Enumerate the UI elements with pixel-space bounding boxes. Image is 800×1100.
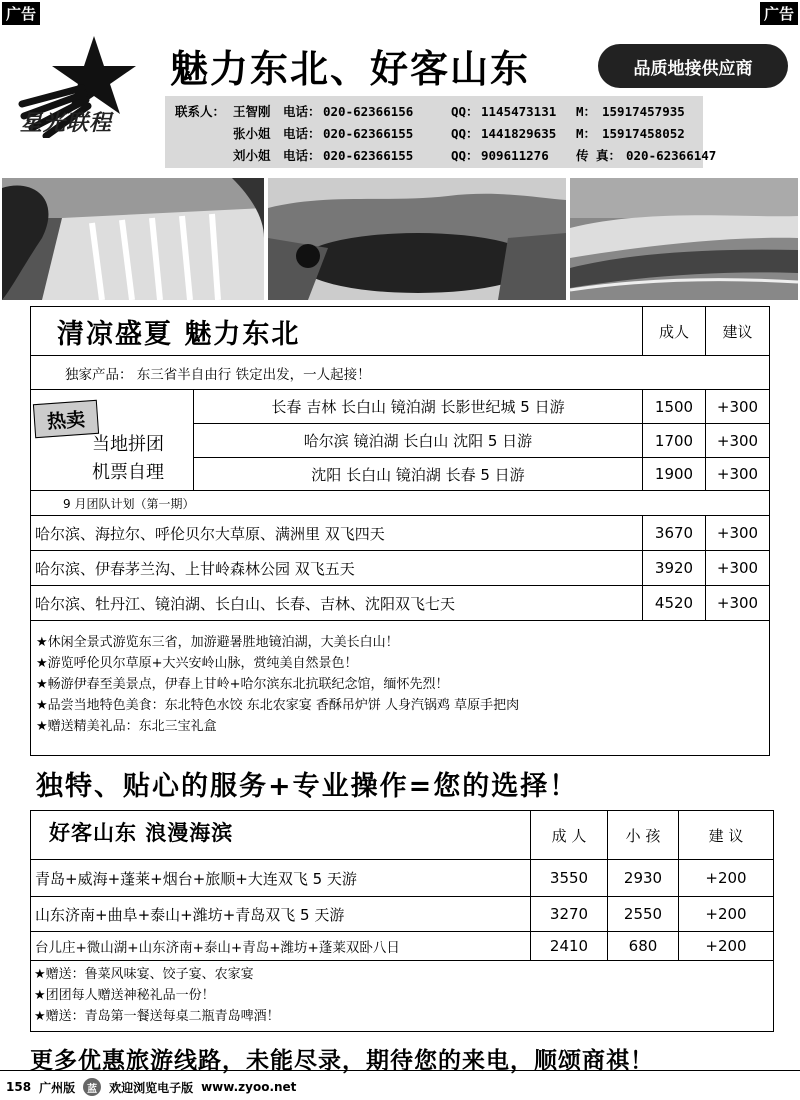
phone-label: 电话： (283, 104, 321, 119)
page-headline: 魅力东北、好客山东 (170, 47, 531, 91)
shandong-route-text: 青岛+威海+蓬莱+烟台+旅顺+大连双飞 5 天游 (35, 869, 357, 888)
shandong-title: 好客山东 浪漫海滨 (49, 821, 234, 845)
highlight-item: ★畅游伊春至美景点，伊春上甘岭+哈尔滨东北抗联纪念馆，缅怀先烈！ (36, 677, 449, 692)
website-link[interactable]: www.zyoo.net (201, 1080, 297, 1094)
price-suggest: +300 (705, 585, 770, 621)
price-suggest: +300 (705, 423, 770, 458)
price-adult: 4520 (642, 585, 706, 621)
contact-phone[interactable]: 020-62366155 (323, 126, 414, 141)
mobile-label: M： (576, 126, 597, 141)
edition-badge-icon: 蓝 (83, 1078, 101, 1096)
plan-label-row (30, 490, 770, 516)
shandong-route-row[interactable] (30, 859, 531, 897)
price-suggest: +300 (705, 389, 770, 424)
price-adult: 3270 (530, 896, 608, 932)
col-header-adult: 成人 (642, 306, 706, 356)
tidal-flat-photo (570, 178, 798, 300)
exclusive-row (30, 355, 770, 390)
footer-divider (0, 1070, 800, 1071)
qq-label: QQ： (451, 104, 479, 119)
highlight-item: ★休闲全景式游览东三省，加游避暑胜地镜泊湖，大美长白山！ (36, 635, 399, 650)
contact-phone[interactable]: 020-62366155 (323, 148, 414, 163)
ad-tag-left: 广告 (2, 2, 40, 25)
contact-phone[interactable]: 020-62366156 (323, 104, 414, 119)
contact-qq: 1145473131 (481, 104, 557, 119)
mobile-label: M： (576, 104, 597, 119)
contact-qq: 909611276 (481, 148, 549, 163)
hot-route-row[interactable]: 哈尔滨 镜泊湖 长白山 沈阳 5 日游 (193, 423, 643, 458)
col-header-adult: 成 人 (530, 810, 608, 860)
group-route-text: 哈尔滨、牡丹江、镜泊湖、长白山、长春、吉林、沈阳双飞七天 (35, 594, 456, 613)
brand-logo-text: 星光联程 (20, 111, 113, 136)
contact-row (175, 124, 685, 142)
exclusive-text: 独家产品： 东三省半自由行 铁定出发，一人起接！ (65, 366, 371, 383)
col-header-suggest: 建议 (705, 306, 770, 356)
northeast-title-cell (30, 306, 643, 356)
contact-role: 联系人： (175, 104, 226, 119)
group-route-text: 哈尔滨、海拉尔、呼伦贝尔大草原、满洲里 双飞四天 (35, 524, 385, 543)
shandong-route-row[interactable] (30, 931, 531, 961)
col-header-child: 小 孩 (607, 810, 679, 860)
shandong-route-row[interactable] (30, 896, 531, 932)
contact-fax: 020-62366147 (626, 148, 717, 163)
price-suggest: +300 (705, 457, 770, 491)
hot-line-2: 机票自理 (92, 462, 164, 483)
price-adult: 3670 (642, 515, 706, 551)
contact-name: 王智刚 (233, 104, 271, 119)
price-adult: 3920 (642, 550, 706, 586)
contact-row (175, 102, 685, 120)
ebook-promo: 欢迎浏览电子版 (109, 1080, 194, 1095)
price-adult: 2410 (530, 931, 608, 961)
gift-item: ★赠送：青岛第一餐送每桌二瓶青岛啤酒！ (34, 1009, 280, 1024)
highlight-item: ★游览呼伦贝尔草原+大兴安岭山脉，赏纯美自然景色！ (36, 656, 358, 671)
contact-mobile[interactable]: 15917458052 (602, 126, 685, 141)
ad-tag-right: 广告 (760, 2, 798, 25)
hot-route-row[interactable]: 沈阳 长白山 镜泊湖 长春 5 日游 (193, 457, 643, 491)
contact-name: 刘小姐 (233, 148, 271, 163)
fax-label: 传 真： (576, 148, 622, 163)
price-adult: 3550 (530, 859, 608, 897)
phone-label: 电话： (283, 148, 321, 163)
price-suggest: +300 (705, 515, 770, 551)
page-number: 158 (6, 1080, 32, 1094)
price-suggest: +200 (678, 896, 774, 932)
page-footer (6, 1078, 296, 1096)
group-route-row[interactable] (30, 515, 643, 551)
price-child: 2550 (607, 896, 679, 932)
qq-label: QQ： (451, 126, 479, 141)
gift-item: ★赠送：鲁菜风味宴、饺子宴、农家宴 (34, 967, 254, 982)
qq-label: QQ： (451, 148, 479, 163)
northeast-title: 清凉盛夏 魅力东北 (57, 318, 301, 350)
closing-line: 更多优惠旅游线路，未能尽录，期待您的来电，顺颂商祺！ (30, 1048, 654, 1074)
hot-route-row[interactable]: 长春 吉林 长白山 镜泊湖 长影世纪城 5 日游 (193, 389, 643, 424)
supplier-badge: 品质地接供应商 (598, 44, 788, 88)
edition-label: 广州版 (39, 1080, 76, 1095)
price-child: 680 (607, 931, 679, 961)
price-child: 2930 (607, 859, 679, 897)
hot-badge: 热卖 (33, 400, 99, 438)
shandong-route-text: 台儿庄+微山湖+山东济南+泰山+青岛+潍坊+蓬莱双卧八日 (35, 940, 400, 956)
price-adult: 1900 (642, 457, 706, 491)
group-route-text: 哈尔滨、伊春茅兰沟、上甘岭森林公园 双飞五天 (35, 559, 355, 578)
shandong-gifts (34, 964, 280, 1027)
gift-item: ★团团每人赠送神秘礼品一份！ (34, 988, 215, 1003)
group-route-row[interactable] (30, 585, 643, 621)
price-suggest: +200 (678, 859, 774, 897)
contact-name: 张小姐 (233, 126, 271, 141)
highlight-item: ★品尝当地特色美食：东北特色水饺 东北农家宴 香酥吊炉饼 人身汽锅鸡 草原手把肉 (36, 698, 520, 713)
shandong-route-text: 山东济南+曲阜+泰山+潍坊+青岛双飞 5 天游 (35, 905, 345, 924)
group-route-row[interactable] (30, 550, 643, 586)
col-header-suggest: 建 议 (678, 810, 774, 860)
contact-mobile[interactable]: 15917457935 (602, 104, 685, 119)
shandong-title-cell (30, 810, 531, 860)
highlight-item: ★赠送精美礼品：东北三宝礼盒 (36, 719, 217, 734)
plan-label: 9 月团队计划（第一期） (63, 496, 195, 511)
contact-row (175, 146, 716, 164)
hot-line-1: 当地拼团 (92, 434, 164, 455)
price-adult: 1500 (642, 389, 706, 424)
price-suggest: +300 (705, 550, 770, 586)
price-suggest: +200 (678, 931, 774, 961)
waterfall-photo (2, 178, 264, 300)
service-slogan: 独特、贴心的服务+专业操作=您的选择！ (36, 771, 579, 802)
contact-qq: 1441829635 (481, 126, 557, 141)
price-adult: 1700 (642, 423, 706, 458)
northeast-highlights (36, 632, 766, 737)
contact-box (165, 96, 717, 168)
phone-label: 电话： (283, 126, 321, 141)
lake-photo (268, 178, 566, 300)
